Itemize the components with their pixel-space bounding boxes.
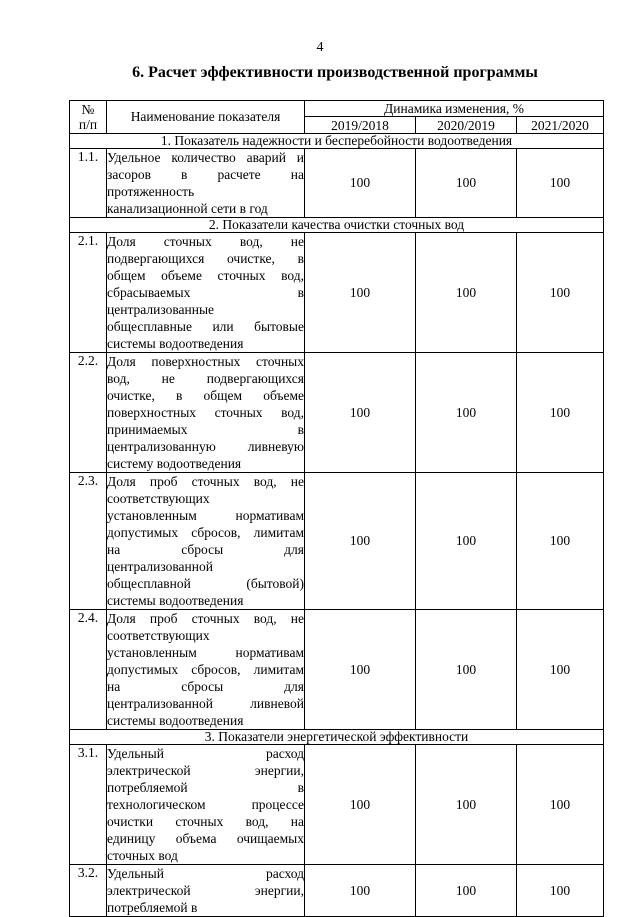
dynamics-value: 100: [416, 233, 517, 353]
indicator-name-line: Удельное количество аварий и: [107, 150, 304, 165]
indicator-name: [107, 473, 305, 610]
dynamics-value: 100: [517, 865, 604, 917]
indicator-name-line: Удельный расход: [107, 866, 304, 881]
indicator-name-line: поверхностных сточных вод,: [107, 405, 304, 420]
section-title: 2. Показатели качества очистки сточных вод: [70, 218, 604, 233]
dynamics-value: 100: [517, 353, 604, 473]
indicator-name-line: сбрасываемых в: [107, 285, 304, 300]
dynamics-value: 100: [517, 149, 604, 218]
table-row: [70, 233, 604, 353]
indicator-name-line: Удельный расход: [107, 746, 304, 761]
dynamics-value: 100: [416, 865, 517, 917]
indicator-name-line: потребляемой в: [107, 780, 304, 795]
row-number: 2.1.: [70, 233, 107, 353]
indicator-name-line: подвергающихся очистке, в: [107, 251, 304, 266]
page-number: 4: [316, 40, 324, 55]
indicator-name-line: единицу объема очищаемых: [107, 831, 304, 846]
table-row: [70, 149, 604, 218]
document-title: 6. Расчет эффективности производственной программы: [132, 64, 538, 81]
indicator-name-line: Доля проб сточных вод, не: [107, 611, 304, 626]
header-indicator-name: Наименование показателя: [107, 101, 305, 134]
indicator-name-line: Доля проб сточных вод, не: [107, 474, 304, 489]
section-row: [70, 218, 604, 233]
table-row: [70, 610, 604, 730]
dynamics-value: 100: [305, 149, 416, 218]
section-title: 1. Показатель надежности и бесперебойности водоотведения: [70, 134, 604, 149]
dynamics-value: 100: [517, 745, 604, 865]
dynamics-value: 100: [517, 473, 604, 610]
indicator-name: [107, 610, 305, 730]
efficiency-table: [69, 100, 604, 917]
indicator-name-line: технологическом процессе: [107, 797, 304, 812]
section-title: 3. Показатели энергетической эффективности: [70, 730, 604, 745]
indicator-name-line: на сбросы для: [107, 679, 304, 694]
header-number-label: №: [81, 102, 95, 117]
indicator-name-line: электрической энергии,: [107, 763, 304, 778]
dynamics-value: 100: [305, 473, 416, 610]
indicator-name-line: системы водоотведения: [107, 336, 244, 351]
indicator-name-line: канализационной сети в год: [107, 201, 268, 216]
indicator-name-line: общем объеме сточных вод,: [107, 268, 304, 283]
table-row: [70, 865, 604, 917]
indicator-name-line: на сбросы для: [107, 542, 304, 557]
indicator-name: [107, 745, 305, 865]
indicator-name-line: засоров в расчете на: [107, 167, 304, 182]
header-year-2021-2020: 2021/2020: [517, 117, 604, 134]
dynamics-value: 100: [305, 233, 416, 353]
indicator-name: [107, 353, 305, 473]
indicator-name-line: соответствующих: [107, 491, 210, 506]
indicator-name-line: системы водоотведения: [107, 713, 244, 728]
section-row: [70, 730, 604, 745]
indicator-name-line: централизованную ливневую: [107, 439, 304, 454]
dynamics-value: 100: [416, 745, 517, 865]
dynamics-value: 100: [416, 353, 517, 473]
header-dynamics: Динамика изменения, %: [305, 101, 604, 117]
row-number: 2.3.: [70, 473, 107, 610]
indicator-name-line: Доля поверхностных сточных: [107, 354, 304, 369]
dynamics-value: 100: [416, 610, 517, 730]
table-row: [70, 745, 604, 865]
indicator-name-line: вод, не подвергающихся: [107, 371, 304, 386]
table-row: [70, 473, 604, 610]
table-row: [70, 353, 604, 473]
indicator-name-line: установленным нормативам: [107, 645, 304, 660]
indicator-name-line: Доля сточных вод, не: [107, 234, 304, 249]
indicator-name-line: установленным нормативам: [107, 508, 304, 523]
dynamics-value: 100: [305, 865, 416, 917]
indicator-name-line: допустимых сбросов, лимитам: [107, 662, 304, 677]
section-row: [70, 134, 604, 149]
row-number: 1.1.: [70, 149, 107, 218]
indicator-name-line: электрической энергии,: [107, 883, 304, 898]
indicator-name-line: допустимых сбросов, лимитам: [107, 525, 304, 540]
header-year-2020-2019: 2020/2019: [416, 117, 517, 134]
indicator-name-line: потребляемой в: [107, 900, 198, 915]
indicator-name-line: сточных вод: [107, 848, 178, 863]
indicator-name-line: общесплавной (бытовой): [107, 576, 304, 591]
dynamics-value: 100: [517, 233, 604, 353]
dynamics-value: 100: [416, 473, 517, 610]
dynamics-value: 100: [305, 353, 416, 473]
indicator-name-line: очистки сточных вод, на: [107, 814, 304, 829]
header-number-cell: [70, 101, 107, 134]
indicator-name-line: протяженность: [107, 184, 195, 199]
table-body: [70, 134, 604, 917]
header-number-sublabel: п/п: [78, 117, 98, 132]
indicator-name: [107, 233, 305, 353]
indicator-name-line: систему водоотведения: [107, 456, 242, 471]
dynamics-value: 100: [305, 610, 416, 730]
indicator-name-line: централизованные: [107, 302, 215, 317]
row-number: 3.1.: [70, 745, 107, 865]
indicator-name-line: централизованной: [107, 559, 213, 574]
indicator-name-line: централизованной ливневой: [107, 696, 304, 711]
dynamics-value: 100: [517, 610, 604, 730]
indicator-name-line: общесплавные или бытовые: [107, 319, 304, 334]
indicator-name-line: принимаемых в: [107, 422, 304, 437]
indicator-name: [107, 149, 305, 218]
header-year-2019-2018: 2019/2018: [305, 117, 416, 134]
row-number: 3.2.: [70, 865, 107, 917]
dynamics-value: 100: [416, 149, 517, 218]
indicator-name-line: соответствующих: [107, 628, 210, 643]
dynamics-value: 100: [305, 745, 416, 865]
row-number: 2.2.: [70, 353, 107, 473]
indicator-name: [107, 865, 305, 917]
indicator-name-line: очистке, в общем объеме: [107, 388, 304, 403]
indicator-name-line: системы водоотведения: [107, 593, 244, 608]
row-number: 2.4.: [70, 610, 107, 730]
